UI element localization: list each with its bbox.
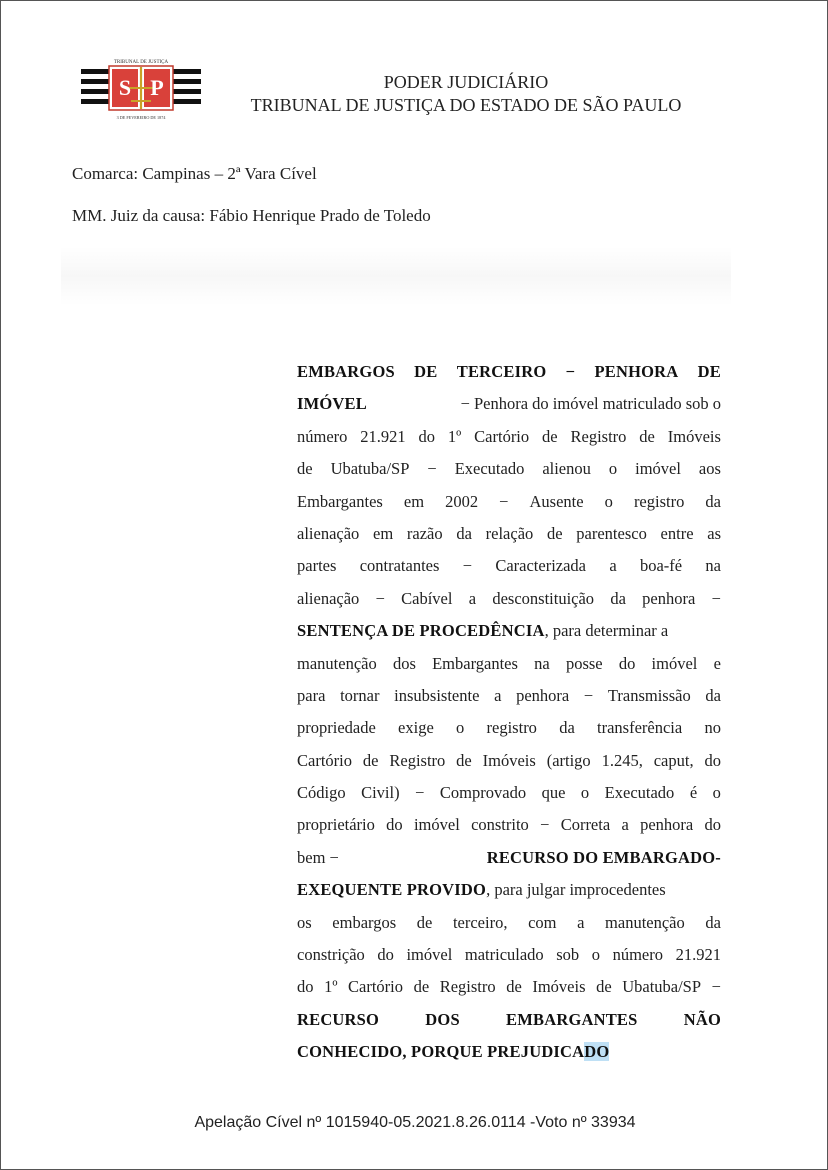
ementa-line: alienação em razão da relação de parentesco entre as xyxy=(297,523,721,543)
faint-band xyxy=(61,246,731,306)
ementa-line: Código Civil) − Comprovado que o Executado é o xyxy=(297,783,721,803)
ementa-line: de Ubatuba/SP − Executado alienou o imóvel aos xyxy=(297,459,721,479)
ementa-line: partes contratantes − Caracterizada a boa-fé na xyxy=(297,556,721,576)
court-header xyxy=(231,71,701,117)
ementa-line: manutenção dos Embargantes na posse do imóvel e xyxy=(297,653,721,673)
ementa-line: EXEQUENTE PROVIDO, para julgar improcedentes xyxy=(297,880,666,900)
svg-text:P: P xyxy=(150,75,164,100)
ementa-line: EMBARGOS DE TERCEIRO − PENHORA DE xyxy=(297,362,721,381)
ementa-line: para tornar insubsistente a penhora − Transmissão da xyxy=(297,685,721,705)
ementa-line: SENTENÇA DE PROCEDÊNCIA, para determinar a xyxy=(297,621,669,641)
ementa-line: RECURSO DOS EMBARGANTES NÃO xyxy=(297,1009,721,1029)
ementa-line: do 1º Cartório de Registro de Imóveis de Ubatuba/SP − xyxy=(297,977,721,997)
footer-case-number: Apelação Cível nº 1015940-05.2021.8.26.0114 -Voto nº 33934 xyxy=(194,1114,636,1131)
judge-line: MM. Juiz da causa: Fábio Henrique Prado de Toledo xyxy=(72,206,431,225)
svg-text:3 DE FEVEREIRO DE 1874: 3 DE FEVEREIRO DE 1874 xyxy=(116,115,166,120)
header-line-2: TRIBUNAL DE JUSTIÇA DO ESTADO DE SÃO PAULO xyxy=(250,95,682,115)
comarca-line: Comarca: Campinas – 2ª Vara Cível xyxy=(72,164,317,183)
ementa-line: bem − RECURSO DO EMBARGADO- xyxy=(297,847,721,867)
ementa-line: número 21.921 do 1º Cartório de Registro de Imóveis xyxy=(297,426,721,446)
ementa-line: CONHECIDO, PORQUE PREJUDICADO xyxy=(297,1042,610,1062)
ementa-line: alienação − Cabível a desconstituição da penhora − xyxy=(297,588,721,608)
ementa-line: IMÓVEL − Penhora do imóvel matriculado sob o xyxy=(297,394,721,414)
text-selection-highlight[interactable]: DO xyxy=(584,1042,610,1062)
ementa-line: os embargos de terceiro, com a manutenção da xyxy=(297,912,721,932)
svg-text:TRIBUNAL DE JUSTIÇA: TRIBUNAL DE JUSTIÇA xyxy=(113,60,169,65)
ementa-line: Cartório de Registro de Imóveis (artigo 1.245, caput, do xyxy=(297,750,721,770)
ementa-block xyxy=(297,356,721,1069)
ementa-line: Embargantes em 2002 − Ausente o registro da xyxy=(297,491,721,511)
ementa-line: proprietário do imóvel constrito − Correta a penhora do xyxy=(297,815,721,835)
svg-text:S: S xyxy=(118,75,132,100)
court-seal-logo xyxy=(81,57,201,123)
ementa-line: constrição do imóvel matriculado sob o número 21.921 xyxy=(297,945,721,965)
header-line-1: PODER JUDICIÁRIO xyxy=(383,72,549,92)
ementa-line: propriedade exige o registro da transferência no xyxy=(297,718,721,738)
